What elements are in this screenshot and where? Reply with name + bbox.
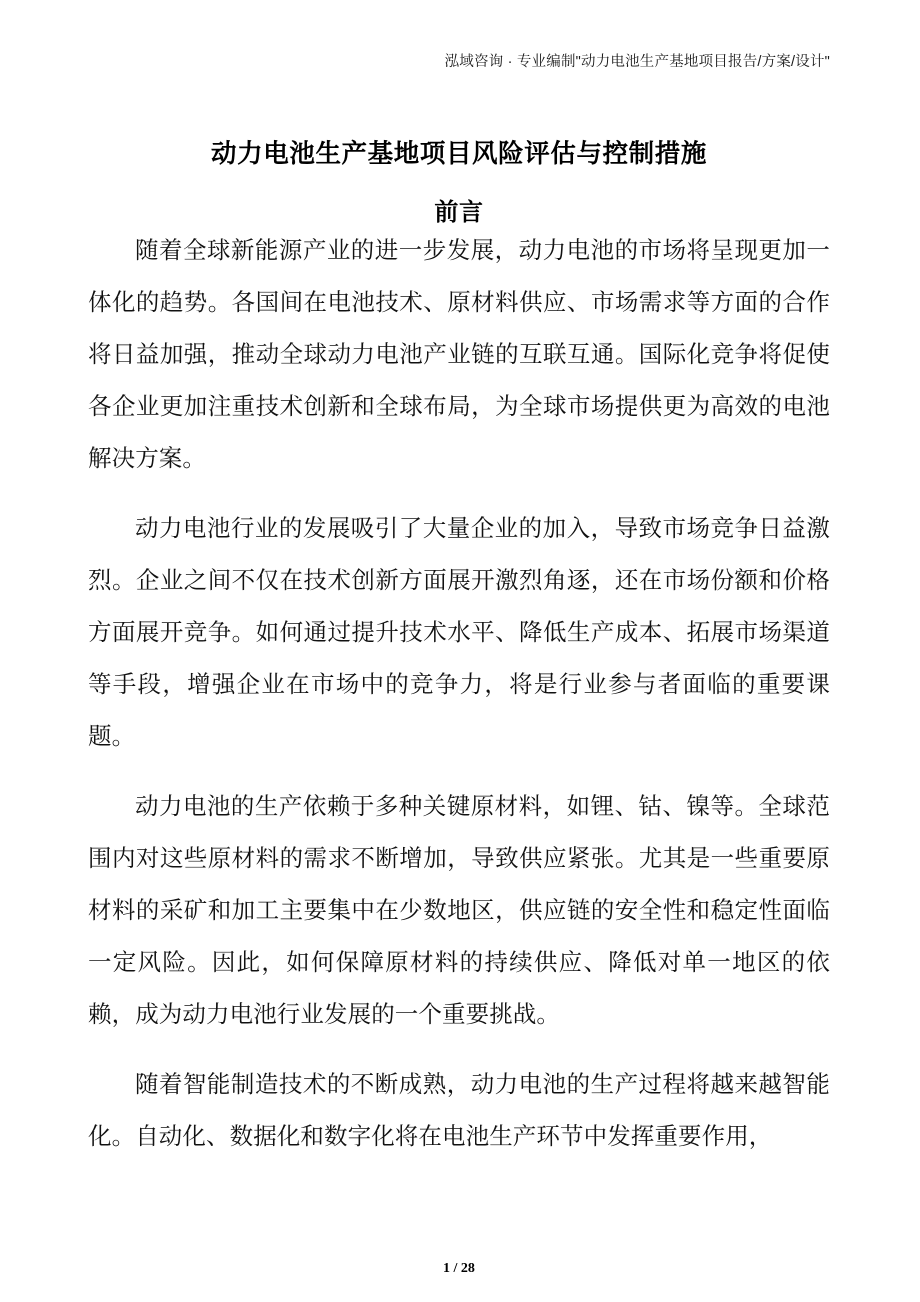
body-paragraph: 动力电池的生产依赖于多种关键原材料，如锂、钴、镍等。全球范围内对这些原材料的需求不断增加，导致供应紧张。尤其是一些重要原材料的采矿和加工主要集中在少数地区，供应链的安全性和稳定性面临一定风险。因此，如何保障原材料的持续供应、降低对单一地区的依赖，成为动力电池行业发展的一个重要挑战。: [88, 794, 830, 1028]
section-heading-preface: 前言: [434, 198, 484, 226]
body-paragraph: 随着智能制造技术的不断成熟，动力电池的生产过程将越来越智能化。自动化、数据化和数字化将在电池生产环节中发挥重要作用，: [88, 1072, 830, 1150]
page-title: 动力电池生产基地项目风险评估与控制措施: [211, 140, 707, 169]
document-body: [88, 225, 830, 1163]
page-number: 1 / 28: [443, 1261, 475, 1276]
body-paragraph: 动力电池行业的发展吸引了大量企业的加入，导致市场竞争日益激烈。企业之间不仅在技术创新方面展开激烈角逐，还在市场份额和价格方面展开竞争。如何通过提升技术水平、降低生产成本、拓展市场渠道等手段，增强企业在市场中的竞争力，将是行业参与者面临的重要课题。: [88, 516, 830, 750]
body-paragraph: 随着全球新能源产业的进一步发展，动力电池的市场将呈现更加一体化的趋势。各国间在电池技术、原材料供应、市场需求等方面的合作将日益加强，推动全球动力电池产业链的互联互通。国际化竞争将促使各企业更加注重技术创新和全球布局，为全球市场提供更为高效的电池解决方案。: [88, 238, 830, 472]
running-header: 泓域咨询 · 专业编制"动力电池生产基地项目报告/方案/设计": [444, 54, 830, 70]
